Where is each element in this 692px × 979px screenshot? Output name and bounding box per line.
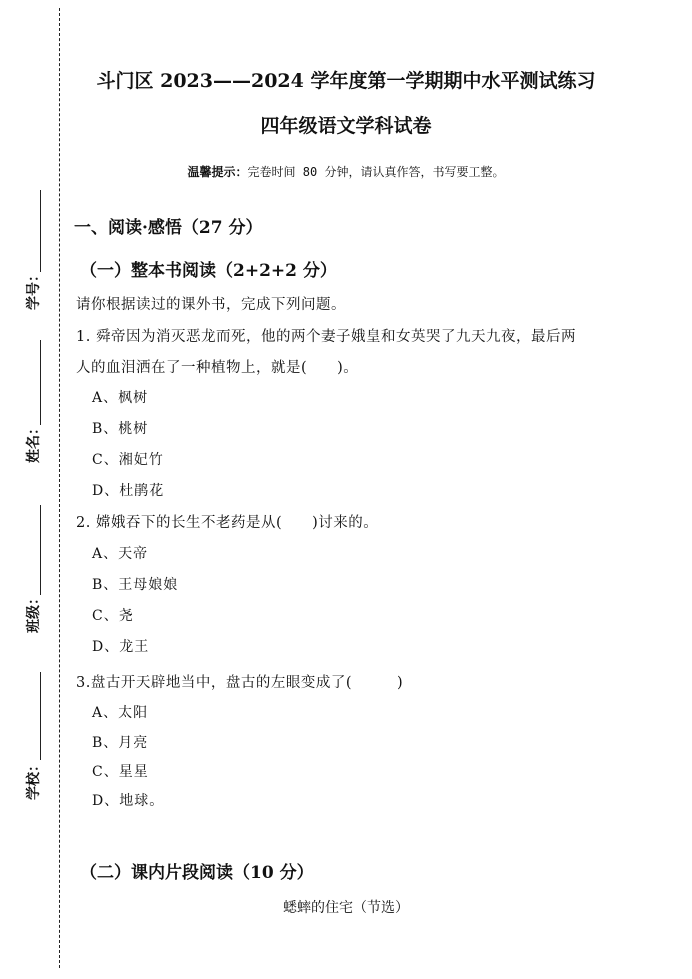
section-title: 一、阅读·感悟（27 分） — [74, 218, 263, 238]
q1-option-b[interactable]: B、桃树 — [92, 421, 149, 437]
q2-option-a[interactable]: A、天帝 — [92, 546, 149, 562]
part2-title: （二）课内片段阅读（10 分） — [80, 863, 314, 883]
class-label: 班级： — [26, 591, 42, 633]
part1-title: （一）整本书阅读（2+2+2 分） — [80, 261, 337, 281]
q2-text: 2. 嫦娥吞下的长生不老药是从( )讨来的。 — [76, 515, 379, 531]
passage-title: 蟋蟀的住宅（节选） — [283, 900, 409, 916]
student-no-blank[interactable] — [40, 190, 41, 272]
school-label: 学校： — [26, 758, 42, 800]
school-blank[interactable] — [40, 672, 41, 760]
q3-option-d[interactable]: D、地球。 — [92, 793, 165, 809]
binding-dashed-line — [59, 8, 60, 968]
q1-option-a[interactable]: A、枫树 — [92, 390, 149, 406]
student-no-label: 学号： — [26, 268, 42, 310]
tip-label: 温馨提示： — [187, 165, 248, 179]
q1-line1: 1. 舜帝因为消灭恶龙而死，他的两个妻子娥皇和女英哭了九天九夜，最后两 — [76, 329, 576, 345]
class-field — [20, 505, 56, 655]
exam-subtitle: 四年级语文学科试卷 — [260, 115, 432, 137]
q3-option-b[interactable]: B、月亮 — [92, 735, 149, 751]
name-field — [20, 340, 56, 475]
exam-title: 斗门区 2023——2024 学年度第一学期期中水平测试练习 — [96, 70, 596, 92]
q3-text: 3.盘古开天辟地当中，盘古的左眼变成了( ) — [76, 675, 404, 691]
q1-option-d[interactable]: D、杜鹃花 — [92, 483, 165, 499]
part1-instruction: 请你根据读过的课外书，完成下列问题。 — [76, 297, 346, 313]
q2-option-b[interactable]: B、王母娘娘 — [92, 577, 179, 593]
tip-text: 完卷时间 80 分钟，请认真作答，书写要工整。 — [247, 165, 505, 179]
student-no-field — [20, 190, 56, 320]
q2-option-d[interactable]: D、龙王 — [92, 639, 150, 655]
class-blank[interactable] — [40, 505, 41, 595]
q3-option-c[interactable]: C、星星 — [92, 764, 149, 780]
exam-tip — [0, 163, 692, 180]
name-label: 姓名： — [26, 421, 42, 463]
q3-option-a[interactable]: A、太阳 — [92, 705, 149, 721]
school-field — [20, 672, 56, 812]
q2-option-c[interactable]: C、尧 — [92, 608, 134, 624]
q1-option-c[interactable]: C、湘妃竹 — [92, 452, 164, 468]
q1-line2: 人的血泪洒在了一种植物上，就是( )。 — [76, 360, 359, 376]
name-blank[interactable] — [40, 340, 41, 425]
